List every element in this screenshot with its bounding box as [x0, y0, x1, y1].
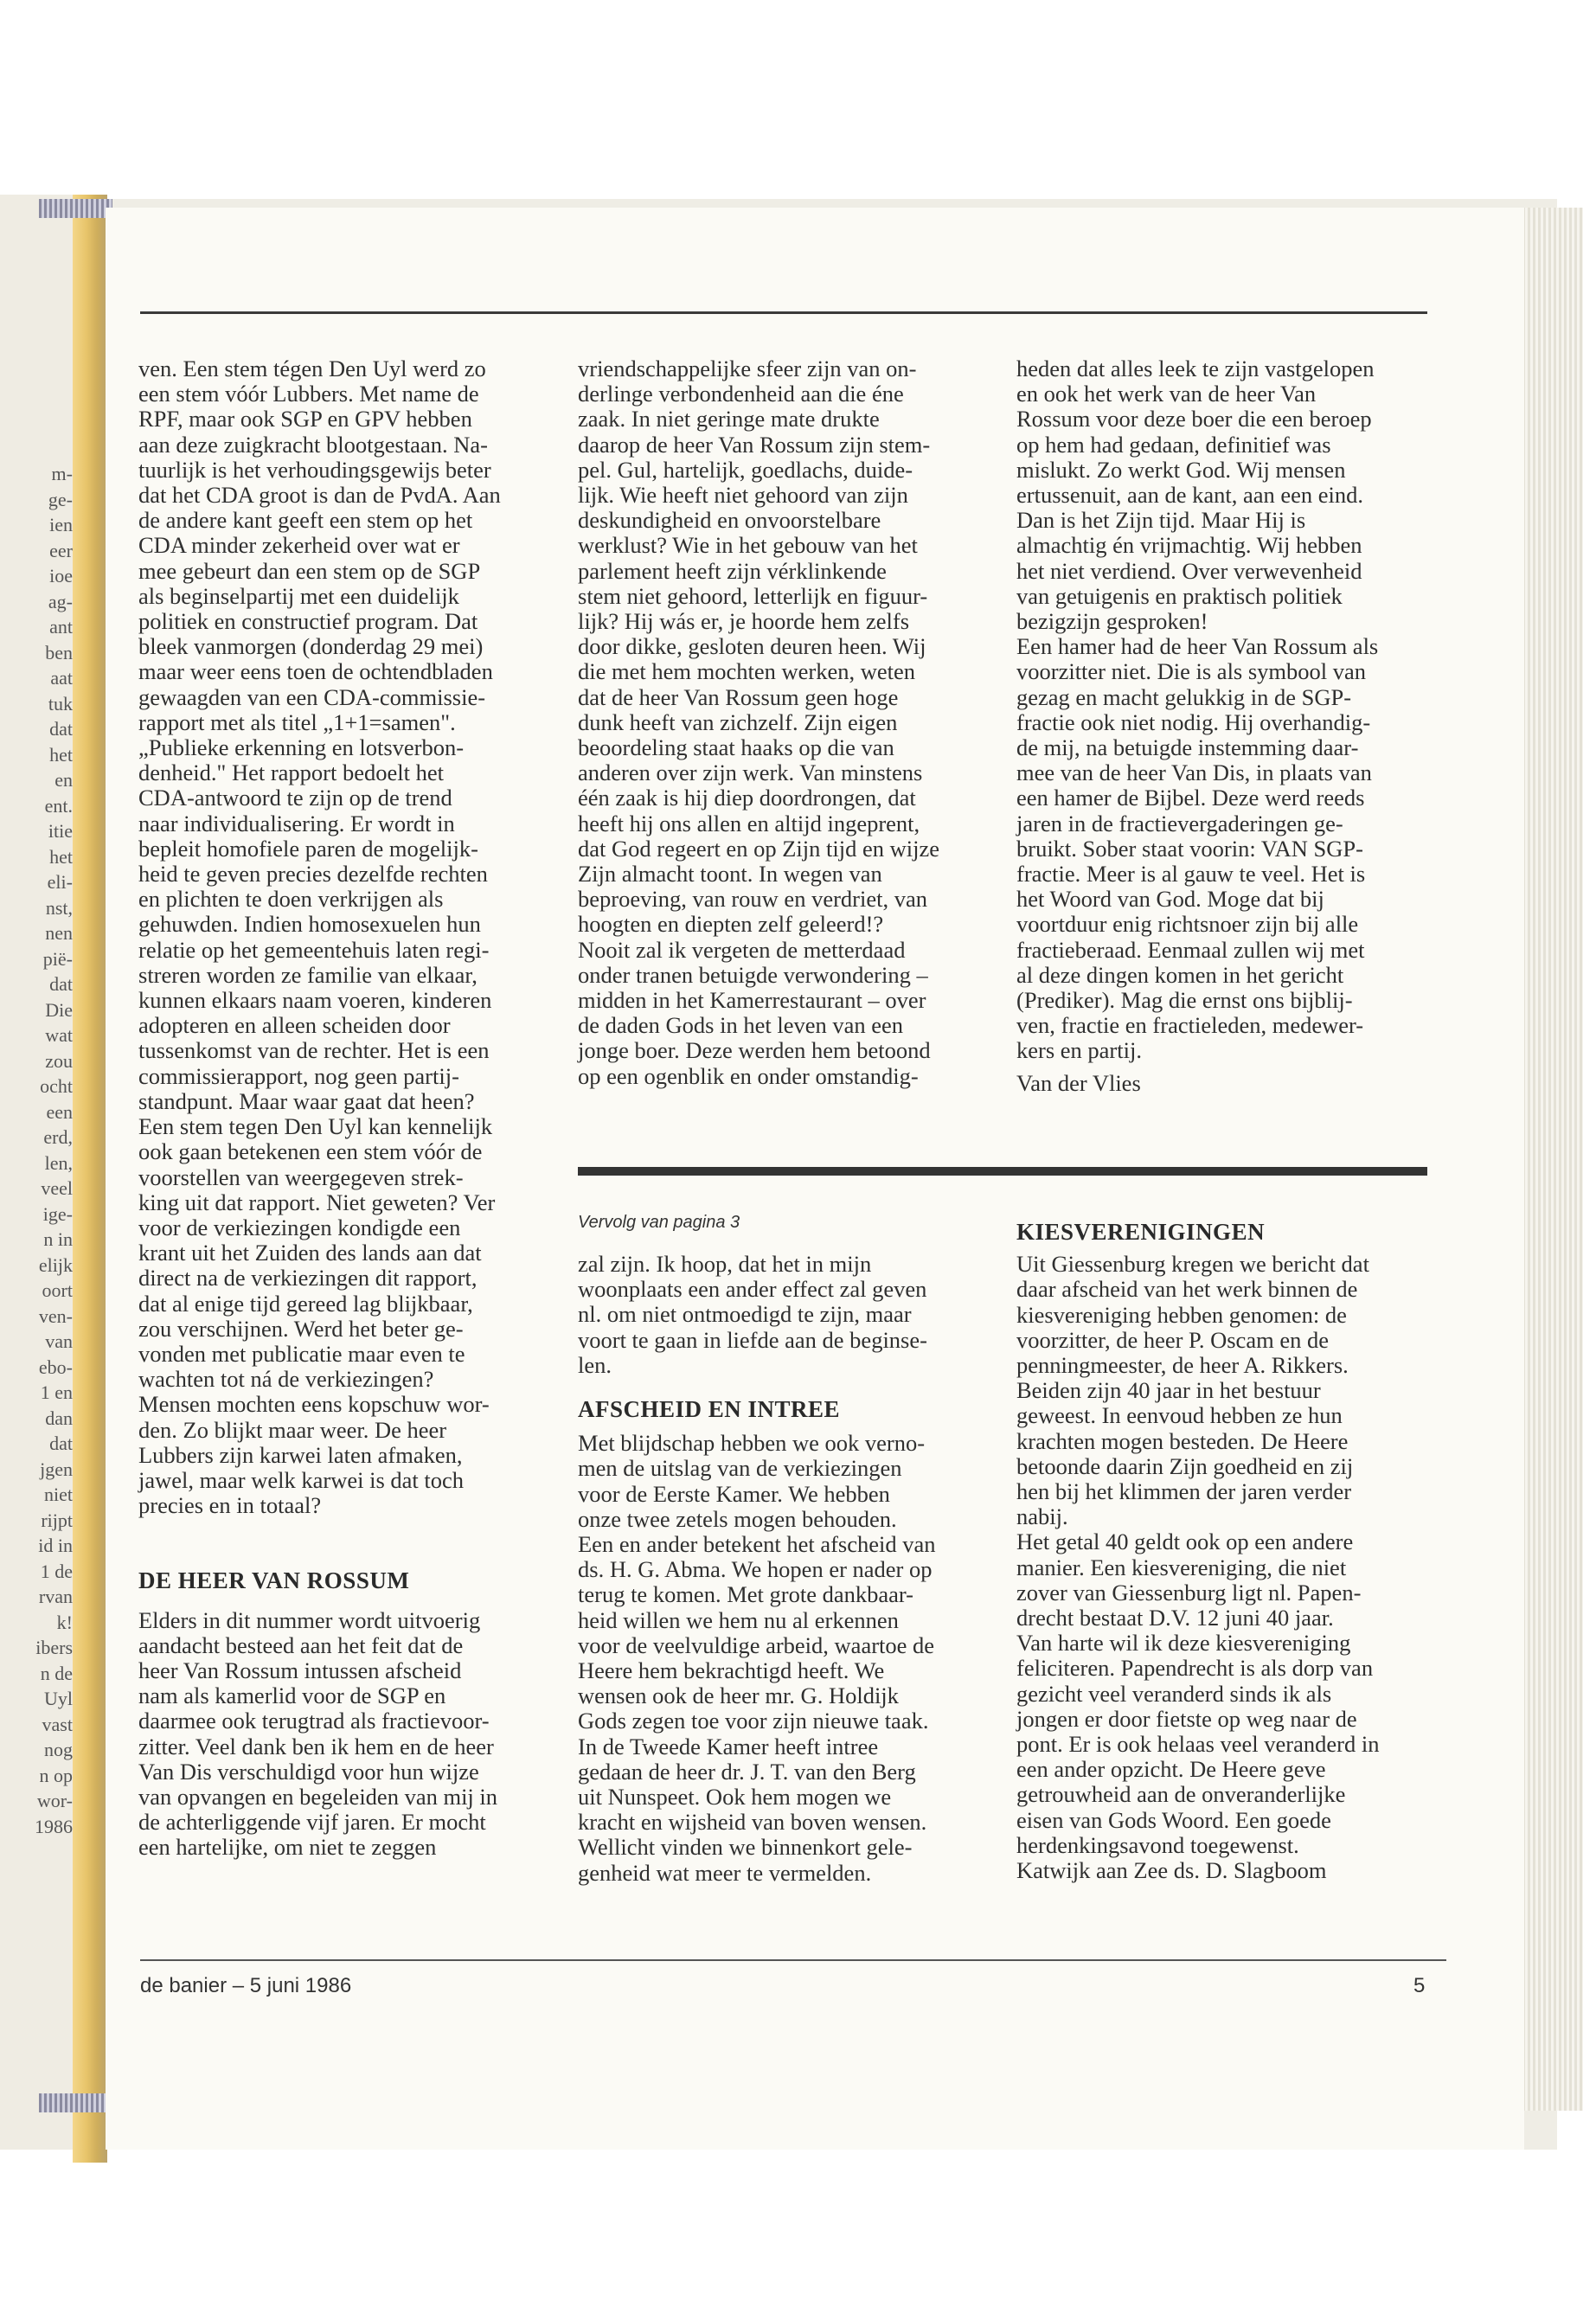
- text-line: stem niet gehoord, letterlijk en figuur-: [578, 582, 928, 609]
- text-line: onze twee zetels mogen behouden.: [578, 1505, 897, 1532]
- left-page-text-fragment: jgen: [40, 1458, 73, 1480]
- text-line: standpunt. Maar waar gaat dat heen?: [138, 1087, 475, 1114]
- text-line: als beginselpartij met een duidelijk: [138, 582, 459, 609]
- text-line: wachten tot ná de verkiezingen?: [138, 1366, 434, 1393]
- text-line: uit Nunspeet. Ook hem mogen we: [578, 1784, 892, 1811]
- left-page-text-fragment: 1986: [35, 1815, 73, 1837]
- text-line: jawel, maar welk karwei is dat toch: [138, 1466, 465, 1493]
- binding-stitch-top: [39, 199, 112, 218]
- text-line: op hem had gedaan, definitief was: [1016, 431, 1331, 458]
- signature-slagboom: ds. D. Slagboom: [1173, 1857, 1327, 1884]
- text-line: herdenkingsavond toegewenst.: [1016, 1831, 1299, 1858]
- text-line: Heere hem bekrachtigd heeft. We: [578, 1657, 885, 1684]
- left-page-text-fragment: een: [46, 1100, 73, 1123]
- left-page-text-fragment: nen: [45, 922, 73, 944]
- text-line: manier. Een kiesvereniging, die niet: [1016, 1554, 1347, 1580]
- left-page-text-fragment: len,: [44, 1151, 73, 1174]
- text-line: en ook het werk van de heer Van: [1016, 381, 1317, 407]
- text-line: Beiden zijn 40 jaar in het bestuur: [1016, 1377, 1321, 1404]
- text-line: Een en ander betekent het afscheid van: [578, 1531, 936, 1558]
- text-line: almachtig én vrijmachtig. Wij hebben: [1016, 532, 1362, 559]
- left-page-text-fragment: ebo-: [38, 1356, 73, 1378]
- left-page-text-fragment: ven-: [38, 1304, 73, 1327]
- text-line: voor de veelvuldige arbeid, waartoe de: [578, 1631, 935, 1658]
- text-line: lijk? Hij wás er, je hoorde hem zelfs: [578, 608, 910, 635]
- left-page-text-fragment: het: [49, 845, 73, 868]
- left-page-text-fragment: elijk: [38, 1253, 73, 1276]
- left-page-text-fragment: oort: [42, 1279, 73, 1301]
- text-line: voor de verkiezingen kondigde een: [138, 1214, 461, 1240]
- text-line: daarmee ook terugtrad als fractievoor-: [138, 1708, 490, 1734]
- top-rule: [140, 311, 1427, 314]
- text-line: tussenkomst van de rechter. Het is een: [138, 1037, 490, 1064]
- text-line: een ander opzicht. De Heere geve: [1016, 1756, 1326, 1783]
- text-line: Een hamer had de heer Van Rossum als: [1016, 633, 1379, 660]
- text-line: krachten mogen besteden. De Heere: [1016, 1427, 1349, 1454]
- text-line: dat God regeert en op Zijn tijd en wijze: [578, 835, 939, 862]
- left-page-text-fragment: het: [49, 743, 73, 766]
- text-line: feliciteren. Papendrecht is als dorp van: [1016, 1655, 1374, 1682]
- text-line: zal zijn. Ik hoop, dat het in mijn: [578, 1251, 872, 1277]
- text-line: dat al enige tijd gereed lag blijkbaar,: [138, 1290, 473, 1317]
- text-line: voor de Eerste Kamer. We hebben: [578, 1480, 890, 1507]
- text-line: den. Zo blijkt maar weer. De heer: [138, 1416, 447, 1443]
- text-line: Van Dis verschuldigd voor hun wijze: [138, 1758, 479, 1785]
- heading-afscheid-en-intree: AFSCHEID EN INTREE: [578, 1396, 841, 1423]
- text-line: daarop de heer Van Rossum zijn stem-: [578, 431, 931, 458]
- left-page-text-fragment: id in: [38, 1535, 73, 1556]
- place-name: Katwijk aan Zee: [1016, 1857, 1169, 1884]
- left-page-text-fragment: zou: [45, 1049, 73, 1072]
- text-line: fractie. Meer is al gauw te veel. Het is: [1016, 861, 1366, 888]
- text-line: precies en in totaal?: [138, 1492, 322, 1519]
- text-line: king uit dat rapport. Niet geweten? Ver: [138, 1189, 496, 1215]
- left-page-text-fragment: eli-: [47, 871, 73, 893]
- left-page-text-fragment: ien: [49, 514, 73, 535]
- text-line: politiek en constructief program. Dat: [138, 608, 478, 635]
- left-page-text-fragment: dan: [45, 1407, 73, 1429]
- text-line: dunk heeft van zichzelf. Zijn eigen: [578, 708, 898, 735]
- text-line: midden in het Kamerrestaurant – over: [578, 987, 926, 1014]
- binding-stitch-bottom: [39, 2093, 112, 2112]
- left-page-text-fragment: k!: [56, 1611, 73, 1633]
- left-page-text-fragment: n de: [40, 1662, 73, 1684]
- text-line: mislukt. Zo werkt God. Wij mensen: [1016, 456, 1346, 483]
- text-line: voorzitter, de heer P. Oscam en de: [1016, 1326, 1329, 1353]
- text-line: naar individualisering. Er wordt in: [138, 810, 455, 836]
- text-line: deskundigheid en onvoorstelbare: [578, 507, 881, 534]
- text-line: voorstellen van weergegeven strek-: [138, 1163, 464, 1190]
- col1-text-2: [138, 1608, 554, 1861]
- text-line: het niet verdiend. Over verwevenheid: [1016, 557, 1362, 584]
- text-line: nam als kamerlid voor de SGP en: [138, 1682, 446, 1709]
- text-line: Het getal 40 geldt ook op een andere: [1016, 1529, 1354, 1555]
- text-line: aan deze zuigkracht blootgestaan. Na-: [138, 431, 488, 458]
- text-line: Wellicht vinden we binnenkort gele-: [578, 1834, 913, 1861]
- text-line: zitter. Veel dank ben ik hem en de heer: [138, 1733, 494, 1759]
- text-line: daar afscheid van het werk binnen de: [1016, 1276, 1358, 1303]
- text-line: gewaagden van een CDA-commissie-: [138, 683, 486, 710]
- col2b-text-2: [578, 1431, 991, 1886]
- text-line: Met blijdschap hebben we ook verno-: [578, 1430, 926, 1457]
- text-line: gezicht veel veranderd sinds ik als: [1016, 1680, 1332, 1707]
- text-line: voorzitter niet. Die is als symbool van: [1016, 658, 1367, 685]
- text-line: onder tranen betuigde verwondering –: [578, 961, 928, 988]
- text-line: fractie ook niet nodig. Hij overhandig-: [1016, 708, 1371, 735]
- page-edges: [1522, 208, 1583, 2111]
- text-line: Zijn almacht toont. In wegen van: [578, 861, 882, 888]
- left-page-text-fragment: ioe: [49, 565, 73, 586]
- text-line: pont. Er is ook helaas veel veranderd in: [1016, 1731, 1380, 1758]
- left-page-text-fragment: ibers: [35, 1637, 73, 1658]
- left-page-text-fragment: ag-: [48, 590, 73, 612]
- left-page-text-fragment: Uyl: [44, 1688, 73, 1709]
- heading-de-heer-van-rossum: DE HEER VAN ROSSUM: [138, 1567, 410, 1594]
- text-line: bezigzijn gesproken!: [1016, 608, 1208, 635]
- text-line: zou verschijnen. Werd het beter ge-: [138, 1315, 464, 1342]
- text-line: streren worden ze familie van elkaar,: [138, 961, 478, 988]
- text-line: RPF, maar ook SGP en GPV hebben: [138, 406, 472, 433]
- text-line: een hamer de Bijbel. Deze werd reeds: [1016, 785, 1365, 811]
- continued-from-label: Vervolg van pagina 3: [578, 1213, 740, 1232]
- heading-kiesverenigingen: KIESVERENIGINGEN: [1016, 1219, 1266, 1245]
- col1-text: [138, 356, 554, 1518]
- left-page-text-fragment: aat: [50, 667, 73, 689]
- text-line: anderen over zijn werk. Van minstens: [578, 760, 923, 786]
- left-page-text-fragment: tuk: [48, 692, 73, 715]
- text-line: jonge boer. Deze werden hem betoond: [578, 1037, 931, 1064]
- text-line: denheid." Het rapport bedoelt het: [138, 760, 444, 786]
- text-line: bruikt. Sober staat voorin: VAN SGP-: [1016, 835, 1363, 862]
- text-line: mee van de heer Van Dis, in plaats van: [1016, 760, 1372, 786]
- text-line: men de uitslag van de verkiezingen: [578, 1455, 902, 1482]
- text-line: Gods zegen toe voor zijn nieuwe taak.: [578, 1708, 929, 1734]
- text-line: een stem vóór Lubbers. Met name de: [138, 381, 479, 407]
- left-page-text-fragment: 1 de: [40, 1560, 73, 1582]
- text-line: dat de heer Van Rossum geen hoge: [578, 683, 899, 710]
- text-line: drecht bestaat D.V. 12 juni 40 jaar.: [1016, 1605, 1334, 1631]
- text-line: kiesvereniging hebben genomen: de: [1016, 1301, 1347, 1328]
- text-line: gezag en macht gelukkig in de SGP-: [1016, 683, 1352, 710]
- left-page-text-fragment: n op: [39, 1764, 73, 1786]
- col3-text: [1016, 356, 1430, 1064]
- left-page-text-fragment: vast: [42, 1713, 73, 1735]
- left-page-text-fragment: ent.: [44, 794, 73, 817]
- text-line: tuurlijk is het verhoudingsgewijs beter: [138, 456, 491, 483]
- text-line: eisen van Gods Woord. Een goede: [1016, 1806, 1331, 1833]
- text-line: ertussenuit, aan de kant, aan een eind.: [1016, 482, 1364, 509]
- text-line: rapport met als titel „1+1=samen".: [138, 708, 456, 735]
- left-page-text-fragment: erd,: [43, 1126, 73, 1148]
- text-line: nabij.: [1016, 1503, 1068, 1530]
- text-line: Mensen mochten eens kopschuw wor-: [138, 1391, 490, 1418]
- left-page-text-fragment: wor-: [36, 1790, 73, 1811]
- text-line: Rossum voor deze boer die een beroep: [1016, 406, 1372, 433]
- footer-publication-date: de banier – 5 juni 1986: [140, 1974, 352, 1997]
- column-1: [138, 356, 554, 1861]
- left-page-text-fragment: m-: [51, 463, 73, 484]
- text-line: en plichten te doen verkrijgen als: [138, 886, 444, 913]
- left-page-text-fragment: pië-: [42, 947, 73, 970]
- text-line: parlement heeft zijn vérklinkende: [578, 557, 887, 584]
- text-line: adopteren en alleen scheiden door: [138, 1012, 451, 1039]
- text-line: heid te geven precies dezelfde rechten: [138, 861, 488, 888]
- text-line: heid willen we hem nu al erkennen: [578, 1606, 899, 1633]
- left-page-text-fragment: nst,: [45, 896, 73, 919]
- text-line: betoonde daarin Zijn goedheid en zij: [1016, 1452, 1354, 1479]
- text-line: „Publieke erkenning en lotsverbon-: [138, 734, 465, 761]
- text-line: zover van Giessenburg ligt nl. Papen-: [1016, 1579, 1362, 1606]
- text-line: getrouwheid aan de onveranderlijke: [1016, 1781, 1346, 1808]
- text-line: beproeving, van rouw en verdriet, van: [578, 886, 927, 913]
- left-page-text-fragment: dat: [49, 973, 73, 995]
- text-line: krant uit het Zuiden des lands aan dat: [138, 1240, 482, 1266]
- text-line: bleek vanmorgen (donderdag 29 mei): [138, 633, 484, 660]
- left-page-text-fragment: itie: [48, 820, 73, 842]
- text-line: van opvangen en begeleiden van mij in: [138, 1783, 498, 1810]
- text-line: al deze dingen komen in het gericht: [1016, 961, 1344, 988]
- signature-van-der-vlies: Van der Vlies: [1016, 1069, 1141, 1096]
- text-line: Van harte wil ik deze kiesvereniging: [1016, 1630, 1351, 1657]
- text-line: voortduur enig richtsnoer zijn bij alle: [1016, 911, 1359, 938]
- text-line: van getuigenis en praktisch politiek: [1016, 582, 1343, 609]
- left-page-text-fragment: 1 en: [40, 1381, 73, 1403]
- left-page-fragment: [0, 195, 80, 2150]
- text-line: derlinge verbondenheid aan die éne: [578, 381, 904, 407]
- text-line: vonden met publicatie maar even te: [138, 1340, 465, 1367]
- text-line: werklust? Wie in het gebouw van het: [578, 532, 918, 559]
- text-line: bepleit homofiele paren de mogelijk-: [138, 835, 478, 862]
- text-line: Een stem tegen Den Uyl kan kennelijk: [138, 1113, 493, 1140]
- text-line: kracht en wijsheid van boven wensen.: [578, 1809, 927, 1836]
- text-line: het Woord van God. Moge dat bij: [1016, 886, 1324, 913]
- left-page-text-fragment: ant: [49, 616, 73, 638]
- text-line: kunnen elkaars naam voeren, kinderen: [138, 987, 492, 1014]
- text-line: geweest. In eenvoud hebben ze hun: [1016, 1402, 1343, 1429]
- text-line: nl. om niet ontmoedigd te zijn, maar: [578, 1301, 912, 1328]
- left-page-text-fragment: ge-: [48, 488, 73, 510]
- text-line: die met hem mochten werken, weten: [578, 658, 915, 685]
- text-line: penningmeester, de heer A. Rikkers.: [1016, 1352, 1349, 1379]
- text-line: dat het CDA groot is dan de PvdA. Aan: [138, 482, 501, 509]
- left-page-text-fragment: rvan: [38, 1586, 73, 1607]
- text-line: mee gebeurt dan een stem op de SGP: [138, 557, 481, 584]
- left-page-text-fragment: veel: [41, 1177, 73, 1199]
- text-line: (Prediker). Mag die ernst ons bijblij-: [1016, 987, 1353, 1014]
- text-line: hoogten en diepten zelf geleerd!?: [578, 911, 884, 938]
- left-page-text-fragment: dat: [49, 1433, 73, 1454]
- text-line: ds. H. G. Abma. We hopen er nader op: [578, 1556, 933, 1583]
- text-line: gedaan de heer dr. J. T. van den Berg: [578, 1758, 916, 1785]
- text-line: jongen er door fietste op weg naar de: [1016, 1705, 1357, 1732]
- text-line: lijk. Wie heeft niet gehoord van zijn: [578, 482, 908, 509]
- text-line: de achterliggende vijf jaren. Er mocht: [138, 1809, 486, 1836]
- text-line: wensen ook de heer mr. G. Holdijk: [578, 1682, 899, 1709]
- left-page-text-fragment: dat: [49, 718, 73, 740]
- left-page-text-fragment: n in: [43, 1228, 73, 1250]
- col2b-text: [578, 1252, 991, 1378]
- text-line: direct na de verkiezingen dit rapport,: [138, 1265, 478, 1292]
- text-line: Dan is het Zijn tijd. Maar Hij is: [1016, 507, 1306, 534]
- left-page-text-fragment: ige-: [42, 1202, 73, 1225]
- column-3: [1016, 356, 1430, 1096]
- text-line: heer Van Rossum intussen afscheid: [138, 1657, 462, 1683]
- col2-text: [578, 356, 991, 1089]
- text-line: Elders in dit nummer wordt uitvoerig: [138, 1606, 481, 1633]
- left-page-text-fragment: wat: [45, 1024, 73, 1046]
- left-page-text-fragment: en: [54, 769, 73, 791]
- text-line: hen bij het klimmen der jaren verder: [1016, 1478, 1352, 1505]
- column-2-lower: [578, 1252, 991, 1886]
- text-line: Lubbers zijn karwei laten afmaken,: [138, 1441, 463, 1468]
- section-divider: [578, 1167, 1427, 1176]
- text-line: terug te komen. Met grote dankbaar-: [578, 1581, 913, 1608]
- book-binding: [73, 195, 107, 2163]
- text-line: zaak. In niet geringe mate drukte: [578, 406, 880, 433]
- left-page-text-fragment: eer: [49, 539, 73, 561]
- text-line: kers en partij.: [1016, 1037, 1142, 1064]
- text-line: relatie op het gemeentehuis laten regi-: [138, 936, 490, 963]
- text-line: de mij, na betuigde instemming daar-: [1016, 734, 1359, 761]
- text-line: In de Tweede Kamer heeft intree: [578, 1733, 879, 1759]
- text-line: fractieberaad. Eenmaal zullen wij met: [1016, 936, 1365, 963]
- left-page-text-fragment: niet: [44, 1484, 73, 1505]
- text-line: op een ogenblik en onder omstandig-: [578, 1062, 919, 1089]
- text-line: één zaak is hij diep doordrongen, dat: [578, 785, 916, 811]
- col3b-text: [1016, 1252, 1430, 1858]
- text-line: commissierapport, nog geen partij-: [138, 1062, 459, 1089]
- text-line: ook gaan betekenen een stem vóór de: [138, 1138, 483, 1165]
- text-line: pel. Gul, hartelijk, goedlachs, duide-: [578, 456, 913, 483]
- signature-row: [1016, 1858, 1430, 1883]
- text-line: len.: [578, 1351, 612, 1378]
- text-line: woonplaats een ander effect zal geven: [578, 1276, 927, 1303]
- left-page-text-fragment: ocht: [40, 1075, 73, 1097]
- text-line: voort te gaan in liefde aan de beginse-: [578, 1326, 927, 1353]
- text-line: jaren in de fractievergaderingen ge-: [1016, 810, 1343, 836]
- text-line: de andere kant geeft een stem op het: [138, 507, 473, 534]
- text-line: een hartelijke, om niet te zeggen: [138, 1834, 437, 1861]
- text-line: Uit Giessenburg kregen we bericht dat: [1016, 1251, 1369, 1278]
- text-line: CDA minder zekerheid over wat er: [138, 532, 460, 559]
- bottom-rule: [140, 1959, 1446, 1961]
- left-page-text-fragment: ben: [45, 641, 73, 663]
- text-line: ven. Een stem tégen Den Uyl werd zo: [138, 356, 486, 381]
- text-line: door dikke, gesloten deuren heen. Wij: [578, 633, 926, 660]
- text-line: heden dat alles leek te zijn vastgelopen: [1016, 356, 1375, 381]
- text-line: de daden Gods in het leven van een: [578, 1012, 904, 1039]
- left-page-text-fragment: Die: [45, 998, 73, 1021]
- text-line: aandacht besteed aan het feit dat de: [138, 1631, 464, 1658]
- text-line: CDA-antwoord te zijn op de trend: [138, 785, 452, 811]
- text-line: ven, fractie en fractieleden, medewer-: [1016, 1012, 1364, 1039]
- text-line: gehuwden. Indien homosexuelen hun: [138, 911, 481, 938]
- text-line: heeft hij ons allen en altijd ingeprent,: [578, 810, 920, 836]
- column-2: [578, 356, 991, 1089]
- text-line: maar weer eens toen de ochtendbladen: [138, 658, 493, 685]
- left-page-text-fragment: van: [45, 1330, 73, 1352]
- text-line: Nooit zal ik vergeten de metterdaad: [578, 936, 906, 963]
- left-page-text-fragment: rijpt: [41, 1509, 73, 1531]
- text-line: genheid wat meer te vermelden.: [578, 1859, 872, 1886]
- text-line: beoordeling staat haaks op die van: [578, 734, 894, 761]
- column-3-lower: [1016, 1220, 1430, 1883]
- page-number: 5: [1413, 1974, 1426, 1997]
- text-line: vriendschappelijke sfeer zijn van on-: [578, 356, 917, 381]
- left-page-text-fragment: nog: [44, 1739, 73, 1760]
